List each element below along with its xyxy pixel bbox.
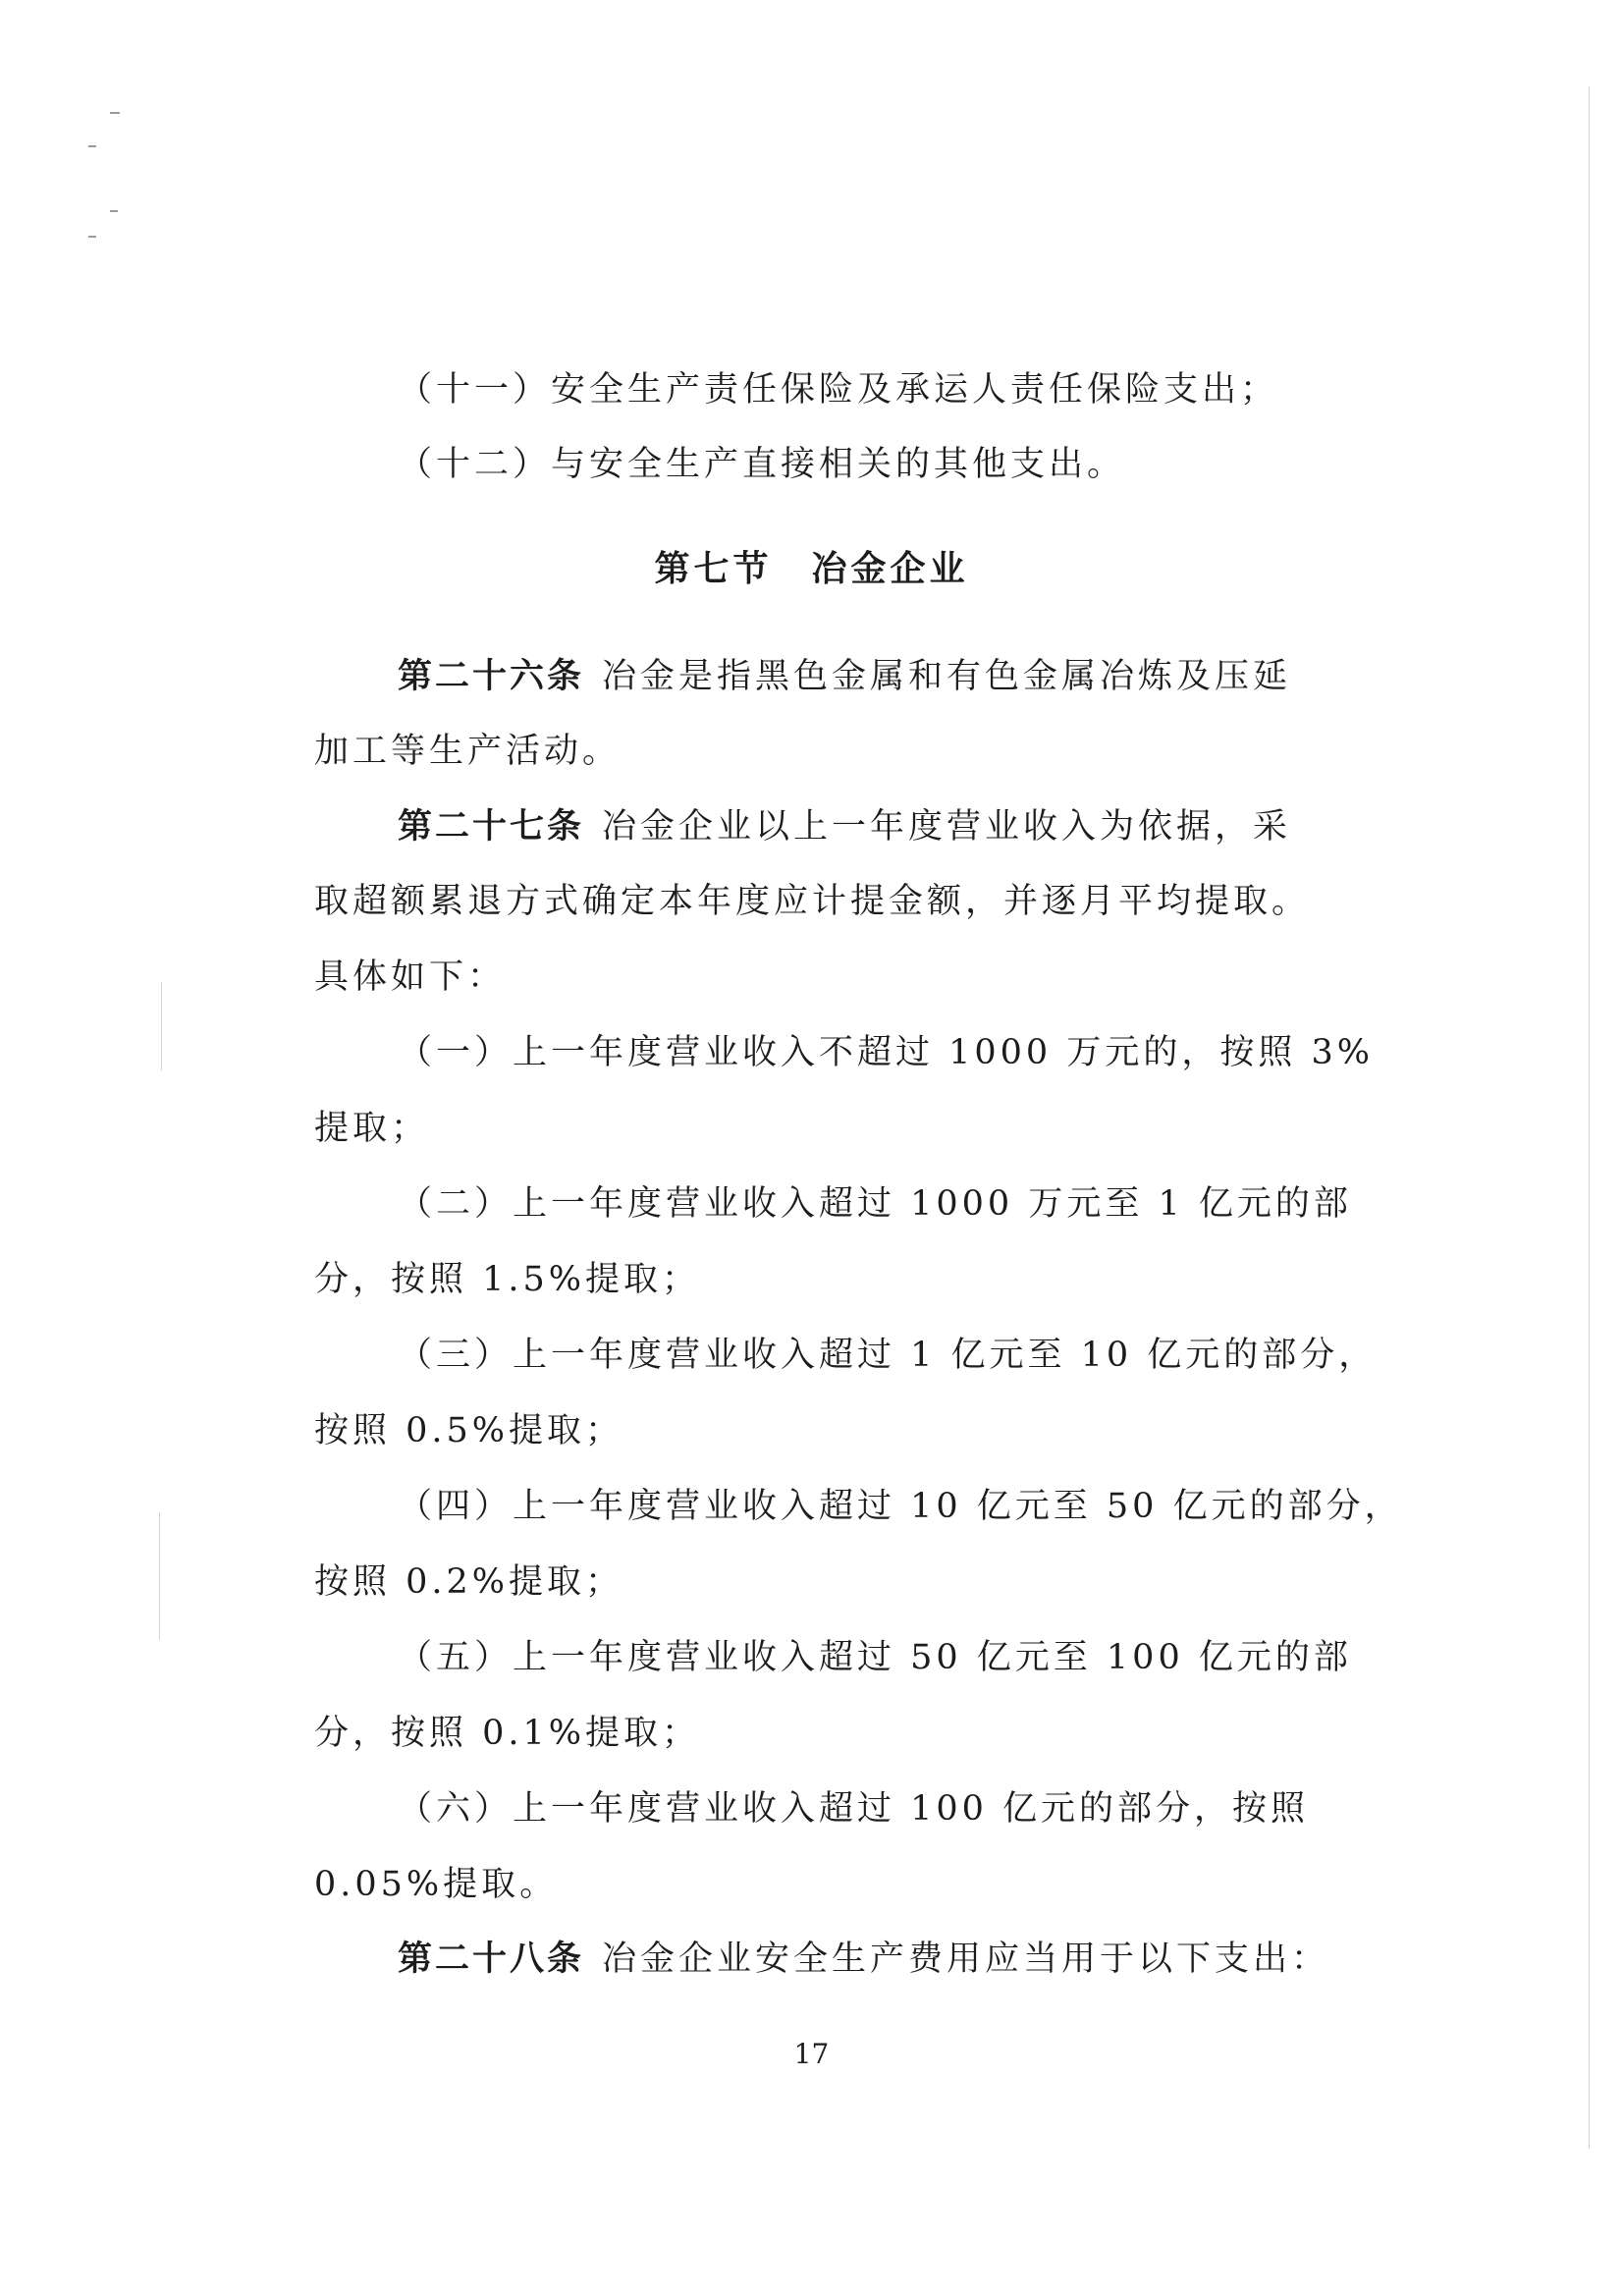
article-27-line-1	[398, 800, 1380, 853]
page-number: 17	[793, 2038, 830, 2070]
section-title: 第七节 冶金企业	[654, 549, 969, 589]
scan-mark	[88, 236, 96, 238]
article-27-line-3: 具体如下：	[314, 957, 507, 997]
rate-item-6-line-2: 0.05%提取。	[314, 1865, 559, 1904]
article-27-number: 第二十七条	[398, 807, 585, 847]
article-27-line-2: 取超额累退方式确定本年度应计提金额，并逐月平均提取。	[314, 882, 1311, 921]
scan-line	[159, 1512, 160, 1640]
rate-item-3-line-1: （三）上一年度营业收入超过 1 亿元至 10 亿元的部分，	[398, 1336, 1378, 1375]
rate-item-1-line-1: （一）上一年度营业收入不超过 1000 万元的，按照 3%	[398, 1033, 1374, 1072]
rate-item-6-line-1: （六）上一年度营业收入超过 100 亿元的部分，按照	[398, 1789, 1310, 1829]
rate-item-4-line-1: （四）上一年度营业收入超过 10 亿元至 50 亿元的部分，	[398, 1487, 1403, 1526]
scan-line	[161, 982, 162, 1070]
article-28-text: 冶金企业安全生产费用应当用于以下支出：	[602, 1940, 1330, 1979]
article-26-text: 冶金是指黑色金属和有色金属冶炼及压延	[602, 657, 1292, 696]
article-26-line-1	[398, 650, 1380, 703]
rate-item-3-line-2: 按照 0.5%提取；	[314, 1411, 624, 1450]
rate-item-4-line-2: 按照 0.2%提取；	[314, 1562, 624, 1602]
list-item-12: （十二）与安全生产直接相关的其他支出。	[398, 445, 1126, 484]
rate-item-5-line-2: 分，按照 0.1%提取；	[314, 1714, 701, 1753]
article-28-line-1	[398, 1933, 1380, 1986]
article-26-number: 第二十六条	[398, 657, 585, 696]
article-27-text: 冶金企业以上一年度营业收入为依据，采	[602, 807, 1292, 847]
scan-mark	[110, 112, 120, 114]
rate-item-2-line-2: 分，按照 1.5%提取；	[314, 1260, 701, 1299]
rate-item-2-line-1: （二）上一年度营业收入超过 1000 万元至 1 亿元的部	[398, 1184, 1352, 1224]
list-item-11: （十一）安全生产责任保险及承运人责任保险支出；	[398, 370, 1279, 410]
article-28-number: 第二十八条	[398, 1940, 585, 1979]
article-26-line-2: 加工等生产活动。	[314, 732, 622, 771]
rate-item-1-line-2: 提取；	[314, 1109, 430, 1148]
rate-item-5-line-1: （五）上一年度营业收入超过 50 亿元至 100 亿元的部	[398, 1638, 1352, 1677]
scan-mark	[88, 145, 96, 147]
scan-line	[1589, 86, 1590, 2149]
scan-mark	[110, 210, 118, 212]
